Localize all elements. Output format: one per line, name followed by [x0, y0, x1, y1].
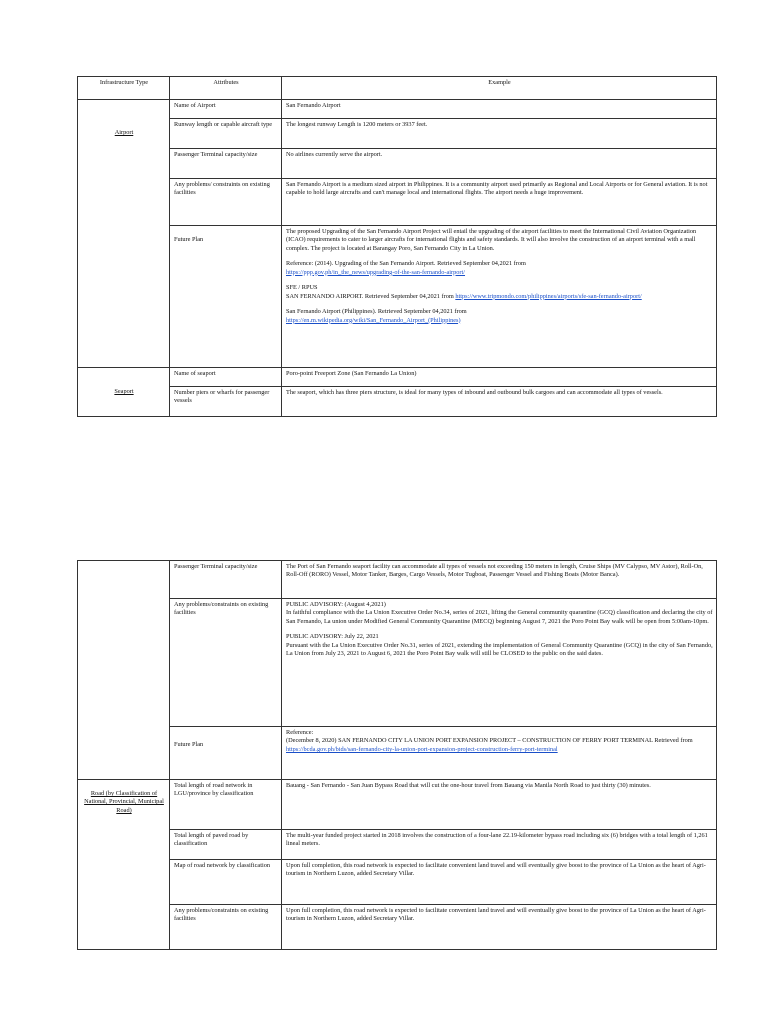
- header-example: Example: [282, 77, 717, 100]
- table-header-row: [78, 77, 717, 100]
- future-plan-value: [282, 727, 717, 780]
- reference-text: (December 8, 2020) SAN FERNANDO CITY LA UNION PORT EXPANSION PROJECT – CONSTRUCTION OF FERRY PORT TERMINAL Retrieved from: [286, 737, 693, 745]
- advisory-2: [286, 633, 713, 658]
- attribute-value: The longest runway Length is 1200 meters or 3937 feet.: [282, 119, 717, 149]
- attribute-value: Poro-point Freeport Zone (San Fernando La Union): [282, 368, 717, 387]
- attribute-value: Upon full completion, this road network is expected to facilitate convenient land travel and will eventually give boost to the province of La Union as the heart of Agri-tourism in Northern Luzon, added Secretary Villar.: [282, 905, 717, 950]
- advisory-body: Pursuant with the La Union Executive Order No.31, series of 2021, extending the implementation of General Community Quarantine (GCQ) in the city of San Fernando, La Union from July 23, 2021 to August 6, 2021 the Poro Point Bay walk will still be CLOSED to the public on the said dates.: [286, 641, 713, 658]
- reference-text: San Fernando Airport (Philippines). Retrieved September 04,2021 from: [286, 308, 467, 316]
- attribute-value: Upon full completion, this road network is expected to facilitate convenient land travel and will eventually give boost to the province of La Union as the heart of Agri-tourism in Northern Luzon, added Secretary Villar.: [282, 860, 717, 905]
- table-row: [78, 226, 717, 368]
- attribute-value: San Fernando Airport is a medium sized airport in Philippines. It is a community airport used primarily as Regional and Local Airports or for General aviation. It is not capable to hold large aircrafts and can't manage local and international flights. The airport needs a huge improvement.: [282, 179, 717, 226]
- attribute-label: Total length of paved road by classification: [170, 830, 282, 860]
- attribute-label: Number piers or wharfs for passenger vessels: [170, 387, 282, 417]
- advisory-value: [282, 599, 717, 727]
- table-row: [78, 100, 717, 119]
- advisory-title: PUBLIC ADVISORY: July 22, 2021: [286, 633, 379, 641]
- attribute-value: No airlines currently serve the airport.: [282, 149, 717, 179]
- table-row: [78, 368, 717, 387]
- attribute-value: The seaport, which has three piers structure, is ideal for many types of inbound and outbound bulk cargoes and can accommodate all types of vessels.: [282, 387, 717, 417]
- table-row: [78, 905, 717, 950]
- attribute-label: Future Plan: [170, 226, 282, 368]
- attribute-label: Any problems/constraints on existing facilities: [170, 905, 282, 950]
- table-row: [78, 830, 717, 860]
- header-infrastructure-type: Infrastructure Type: [78, 77, 170, 100]
- attribute-label: Passenger Terminal capacity/size: [170, 561, 282, 599]
- table-row: [78, 599, 717, 727]
- attribute-label: Passenger Terminal capacity/size: [170, 149, 282, 179]
- advisory-title: PUBLIC ADVISORY: (August 4,2021): [286, 601, 386, 608]
- reference-text: SAN FERNANDO AIRPORT. Retrieved September 04,2021 from: [286, 292, 454, 300]
- advisory-1: [286, 601, 713, 626]
- attribute-value: The multi-year funded project started in 2018 involves the construction of a four-lane 22.19-kilometer bypass road including six (6) bridges with a total length of 1,261 lineal meters.: [282, 830, 717, 860]
- infrastructure-type-airport: [78, 100, 170, 368]
- attribute-label: Name of seaport: [170, 368, 282, 387]
- road-type-label: Road (by Classification of National, Provincial, Municipal Road): [84, 790, 164, 814]
- table-row: [78, 780, 717, 830]
- table-row: [78, 561, 717, 599]
- airport-type-label: Airport: [114, 129, 134, 136]
- infrastructure-table-2: [77, 560, 717, 950]
- attribute-label: Any problems/ constraints on existing facilities: [170, 179, 282, 226]
- reference-link[interactable]: https://bcda.gov.ph/bids/san-fernando-city-la-union-port-expansion-project-construction-ferry-port-terminal: [286, 745, 558, 753]
- infrastructure-type-continued: [78, 561, 170, 780]
- infrastructure-type-road: [78, 780, 170, 950]
- table-row: [78, 149, 717, 179]
- future-plan-value: [282, 226, 717, 368]
- reference-link[interactable]: https://en.m.wikipedia.org/wiki/San_Fernando_Airport_(Philippines): [286, 316, 461, 324]
- future-plan-text: The proposed Upgrading of the San Fernando Airport Project will entail the upgrading of the airport facilities to meet the International Civil Aviation Organization (ICAO) requirements to cater to larger aircrafts for international flights and safety standards. It will also involve the construction of an airport terminal with a mall complex. The project is located at Barangay Poro, San Fernando City in La Union.: [286, 228, 697, 252]
- infrastructure-table-1: [77, 76, 717, 417]
- reference-link[interactable]: https://www.tripmondo.com/philippines/airports/sfe-san-fernando-airport/: [455, 292, 642, 300]
- attribute-value: The Port of San Fernando seaport facility can accommodate all types of vessels not exceeding 150 meters in length, Cruise Ships (MV Calypso, MV Astor), Roll-On, Roll-Off (RORO) Vessel, Motor Tanker, Barges, Cargo Vessels, Motor Tugboat, Passenger Vessel and Fishing Boats (Motor Banca).: [282, 561, 717, 599]
- attribute-label: Map of road network by classification: [170, 860, 282, 905]
- reference-text: Reference: (2014). Upgrading of the San Fernando Airport. Retrieved September 04,2021 from: [286, 260, 526, 268]
- reference-1: [286, 260, 713, 277]
- attribute-label: Future Plan: [170, 727, 282, 780]
- infrastructure-type-seaport: [78, 368, 170, 417]
- attribute-label: Any problems/constraints on existing facilities: [170, 599, 282, 727]
- attribute-label: Name of Airport: [170, 100, 282, 119]
- reference-code: SFE / RPUS: [286, 284, 318, 292]
- attribute-value: Bauang - San Fernando - San Juan Bypass Road that will cut the one-hour travel from Bauang via Manila North Road to just thirty (30) minutes.: [282, 780, 717, 830]
- attribute-label: Total length of road network in LGU/province by classification: [170, 780, 282, 830]
- table-row: [78, 860, 717, 905]
- reference-link[interactable]: https://ppp.gov.ph/in_the_news/upgrading-of-the-san-fernando-airport/: [286, 268, 466, 276]
- reference-3: [286, 308, 713, 325]
- table-row: [78, 727, 717, 780]
- attribute-label: Runway length or capable aircraft type: [170, 119, 282, 149]
- reference-2: [286, 284, 713, 301]
- advisory-body: In faithful compliance with the La Union Executive Order No.34, series of 2021, lifting the General community quarantine (GCQ) classification and declaring the city of San Fernando, La union under Modified General Community Quarantine (MECQ) beginning August 7, 2021 the Poro Point Bay walk will be open from 5:00am-10pm.: [286, 609, 713, 625]
- table-row: [78, 179, 717, 226]
- table-row: [78, 387, 717, 417]
- header-attributes: Attributes: [170, 77, 282, 100]
- reference-label: Reference:: [286, 729, 314, 736]
- seaport-type-label: Seaport: [114, 388, 134, 396]
- attribute-value: San Fernando Airport: [282, 100, 717, 119]
- table-row: [78, 119, 717, 149]
